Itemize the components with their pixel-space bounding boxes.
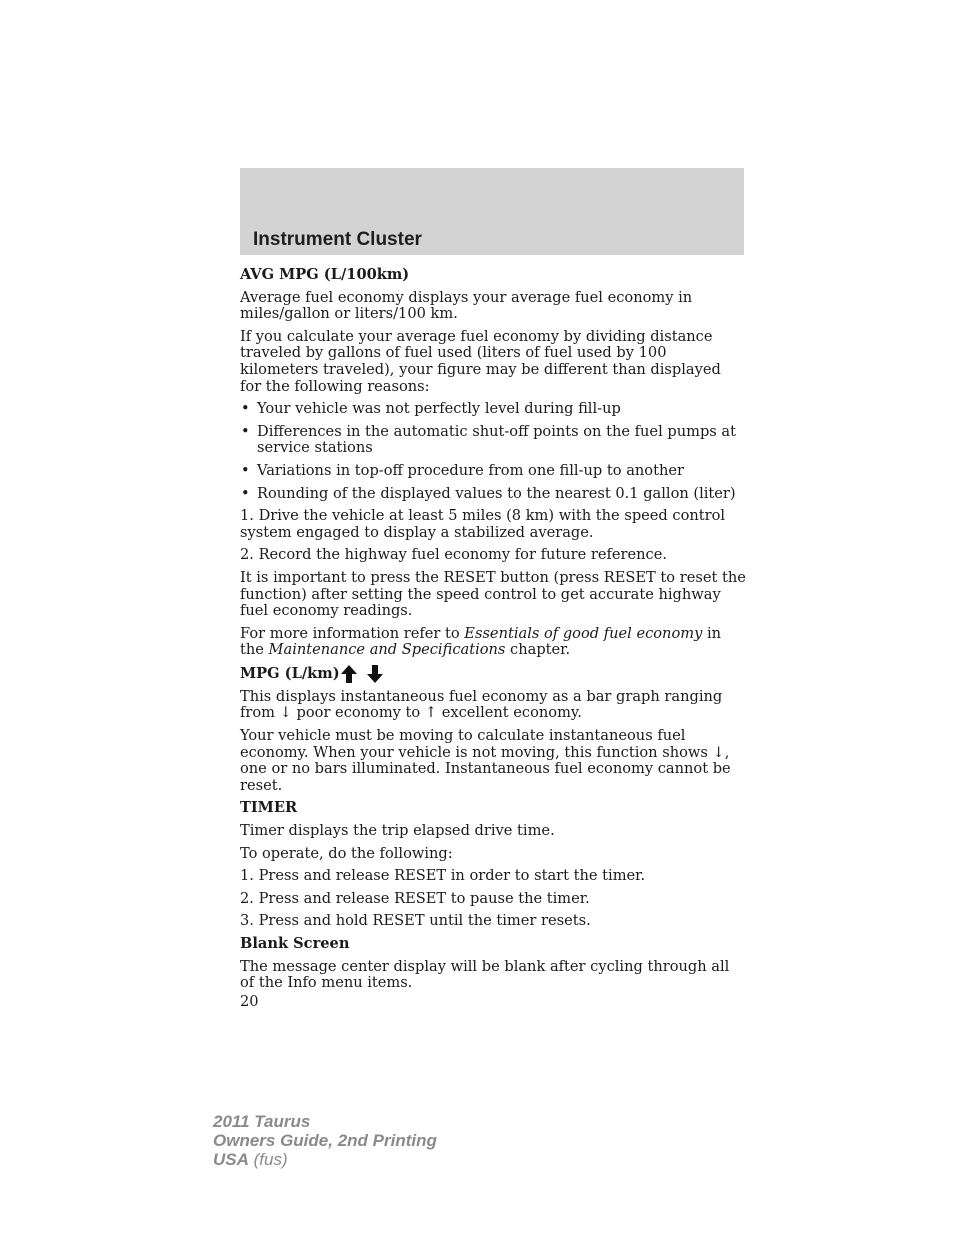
page-number: 20 [240,992,259,1010]
avg-mpg-step-1: 1. Drive the vehicle at least 5 miles (8 km) with the speed control system engaged to display a stabilized average. [240,507,726,541]
reasons-list [240,401,746,502]
page-content [240,267,746,1016]
footer-region: USA (fus) [213,1150,288,1169]
section-title: Instrument Cluster [253,229,422,250]
footer-model: 2011 Taurus [213,1112,311,1131]
list-item: • Rounding of the displayed values to the nearest 0.1 gallon (liter) [241,484,736,502]
down-arrow-glyph-icon: ↓ [279,704,292,722]
avg-mpg-paragraph-2: If you calculate your average fuel economy by dividing distance traveled by gallons of fuel used (liters of fuel used by 100 kilometers traveled), your figure may be different than displayed for the following reasons: [240,327,721,395]
mpg-paragraph-2: Your vehicle must be moving to calculate instantaneous fuel economy. When your vehicle is not moving, this function shows ↓, one or no bars illuminated. Instantaneous fuel economy cannot be reset. [240,727,731,794]
mpg-paragraph-1: This displays instantaneous fuel economy as a bar graph ranging from ↓ poor economy to ↑ excellent economy. [240,687,723,722]
blank-screen-heading: Blank Screen [240,935,350,952]
avg-mpg-paragraph-3: It is important to press the RESET button (press RESET to reset the function) after setting the speed control to get accurate highway fuel economy readings. [240,568,746,620]
avg-mpg-step-2: 2. Record the highway fuel economy for future reference. [240,546,668,564]
section-header-band [240,168,744,255]
footer-guide: Owners Guide, 2nd Printing [213,1131,437,1150]
timer-step-1: 1. Press and release RESET in order to start the timer. [240,867,646,885]
avg-mpg-paragraph-1: Average fuel economy displays your average fuel economy in miles/gallon or liters/100 km. [240,288,693,323]
timer-heading: TIMER [240,799,298,817]
avg-mpg-heading: AVG MPG (L/100km) [240,266,410,283]
timer-paragraph-2: To operate, do the following: [240,844,453,862]
bullet-icon: • [241,400,250,418]
down-arrow-glyph-icon: ↓ [712,743,725,761]
bullet-icon: • [241,484,250,502]
up-arrow-glyph-icon: ↑ [424,704,438,722]
document-footer [213,1112,437,1169]
list-item: • Your vehicle was not perfectly level during fill-up [241,400,621,418]
mpg-heading [240,665,746,683]
bullet-icon: • [241,422,250,440]
arrow-down-icon [367,665,383,683]
avg-mpg-paragraph-4: For more information refer to Essentials of good fuel economy in the Maintenance and Specifications chapter. [240,624,722,659]
chapter-reference-1: Essentials of good fuel economy [464,624,703,642]
blank-screen-paragraph: The message center display will be blank after cycling through all of the Info menu items. [240,957,730,992]
timer-step-3: 3. Press and hold RESET until the timer resets. [240,912,591,930]
timer-step-2: 2. Press and release RESET to pause the timer. [240,889,590,907]
list-item: • Differences in the automatic shut-off points on the fuel pumps at service stations [241,422,736,457]
chapter-reference-2: Maintenance and Specifications [268,641,506,659]
list-item: • Variations in top-off procedure from one fill-up to another [241,461,684,479]
arrow-up-icon [341,665,357,683]
bullet-icon: • [241,461,250,479]
timer-paragraph-1: Timer displays the trip elapsed drive time. [240,822,555,840]
mpg-heading-label: MPG (L/km) [240,664,340,682]
